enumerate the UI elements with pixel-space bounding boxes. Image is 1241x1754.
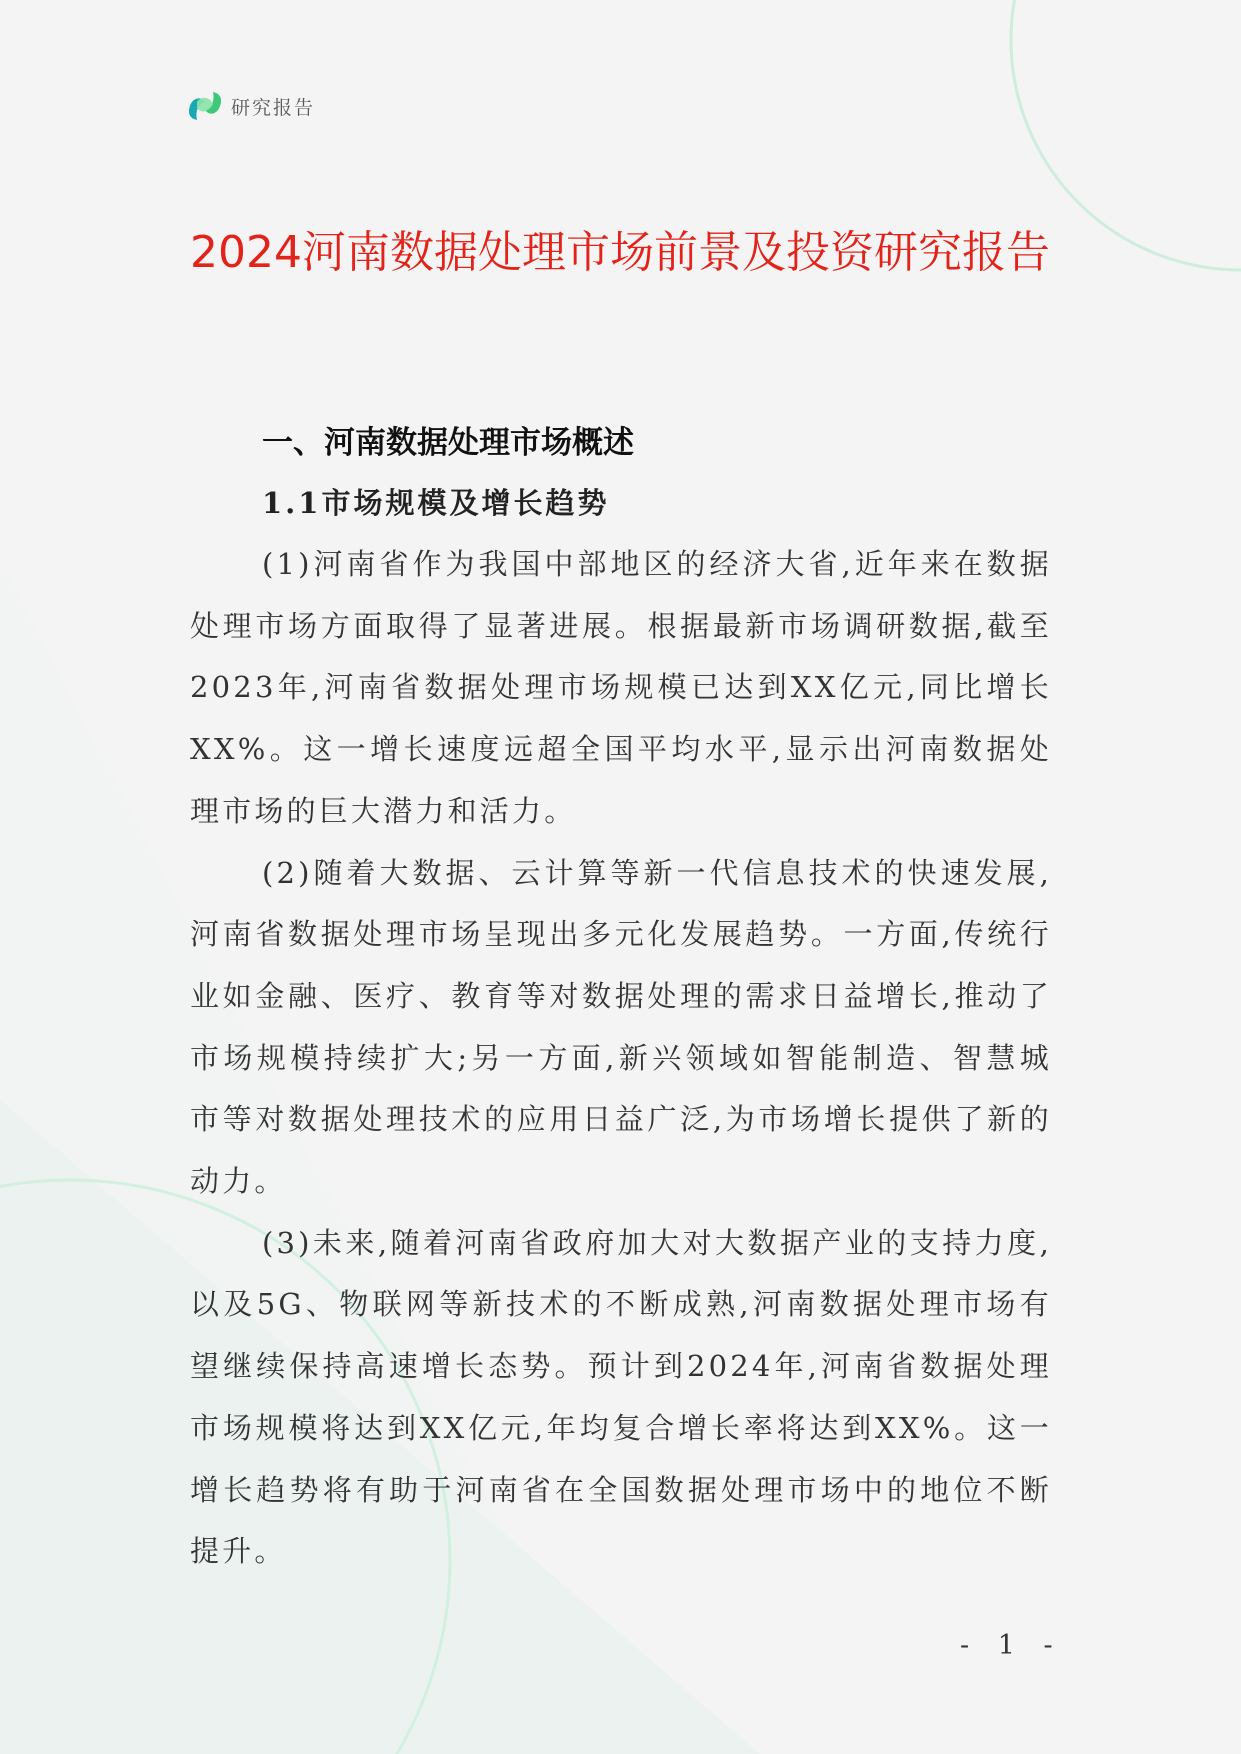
paragraph-1: (1)河南省作为我国中部地区的经济大省,近年来在数据处理市场方面取得了显著进展。根据最新市场调研数据,截至2023年,河南省数据处理市场规模已达到XX亿元,同比增长XX%。这一增长速度远超全国平均水平,显示出河南数据处理市场的巨大潜力和活力。 [190,547,1052,828]
brand-leaf-logo-icon [187,90,223,122]
section-heading: 一、河南数据处理市场概述 [262,425,634,461]
page-number: - 1 - [960,1630,1063,1661]
brand-label: 研究报告 [231,96,316,119]
paragraph-2: (2)随着大数据、云计算等新一代信息技术的快速发展,河南省数据处理市场呈现出多元化发展趋势。一方面,传统行业如金融、医疗、教育等对数据处理的需求日益增长,推动了市场规模持续扩大;另一方面,新兴领域如智能制造、智慧城市等对数据处理技术的应用日益广泛,为市场增长提供了新的动力。 [190,855,1052,1199]
document-title: 2024河南数据处理市场前景及投资研究报告 [190,227,1050,278]
document-body [190,414,1052,1583]
paragraph-3: (3)未来,随着河南省政府加大对大数据产业的支持力度,以及5G、物联网等新技术的不断成熟,河南数据处理市场有望继续保持高速增长态势。预计到2024年,河南省数据处理市场规模将达到XX亿元,年均复合增长率将达到XX%。这一增长趋势将有助于河南省在全国数据处理市场中的地位不断提升。 [190,1225,1052,1569]
subsection-heading: 1.1市场规模及增长趋势 [262,486,610,520]
brand-header [187,90,315,122]
